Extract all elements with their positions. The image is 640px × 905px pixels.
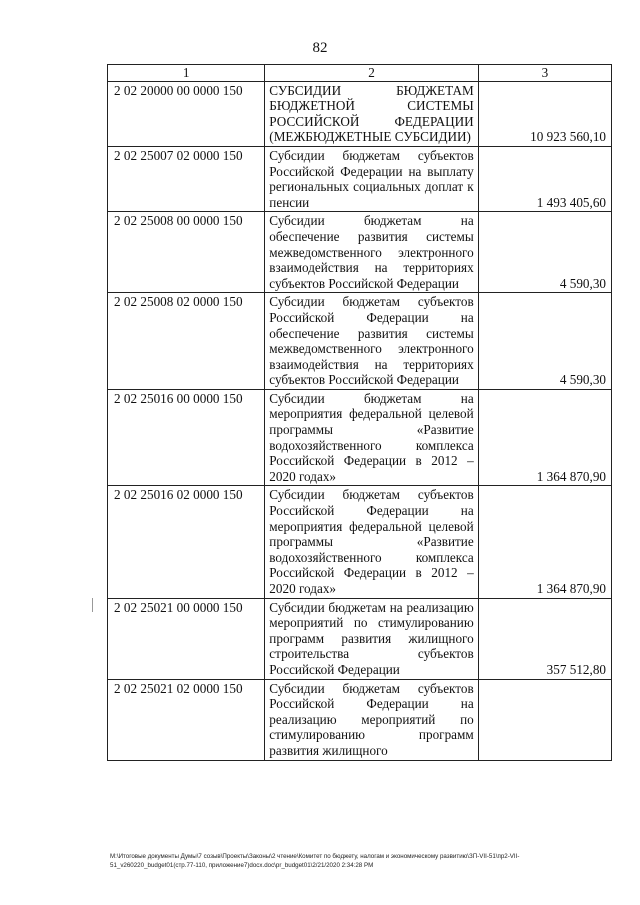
row-code: 2 02 25016 00 0000 150 <box>108 389 265 486</box>
column-header-3: 3 <box>478 65 611 82</box>
row-code: 2 02 25007 02 0000 150 <box>108 146 265 211</box>
margin-mark <box>92 598 93 612</box>
row-name: Субсидии бюджетам на реализацию мероприятий по стимулированию программ развития жилищного строительства субъектов Российской Федерации <box>265 598 478 679</box>
table-row <box>108 389 612 486</box>
row-amount: 357 512,80 <box>478 598 611 679</box>
table-row <box>108 598 612 679</box>
row-code: 2 02 25008 02 0000 150 <box>108 293 265 390</box>
row-code: 2 02 25021 02 0000 150 <box>108 679 265 760</box>
column-header-2: 2 <box>265 65 478 82</box>
row-amount: 4 590,30 <box>478 212 611 293</box>
row-name: Субсидии бюджетам на обеспечение развития системы межведомственного электронного взаимодействия на территориях субъектов Российской Федерации <box>265 212 478 293</box>
table-row <box>108 679 612 760</box>
column-header-1: 1 <box>108 65 265 82</box>
row-amount: 4 590,30 <box>478 293 611 390</box>
row-amount: 10 923 560,10 <box>478 81 611 146</box>
row-code: 2 02 20000 00 0000 150 <box>108 81 265 146</box>
row-code: 2 02 25021 00 0000 150 <box>108 598 265 679</box>
row-name: Субсидии бюджетам субъектов Российской Федерации на реализацию мероприятий по стимулированию программ развития жилищного <box>265 679 478 760</box>
row-name: Субсидии бюджетам субъектов Российской Федерации на обеспечение развития системы межведомственного электронного взаимодействия на территориях субъектов Российской Федерации <box>265 293 478 390</box>
row-amount <box>478 679 611 760</box>
budget-table <box>107 64 612 761</box>
footer-path-line-1: M:\Итоговые документы Думы\7 созыв\Проекты\Законы\2 чтение\Комитет по бюджету, налогам и экономическому развитию\ЗП-VII-51\пр2-VII- <box>110 853 520 860</box>
row-name: Субсидии бюджетам субъектов Российской Федерации на мероприятия федеральной целевой программы «Развитие водохозяйственного комплекса Российской Федерации в 2012 – 2020 годах» <box>265 486 478 598</box>
row-name: Субсидии бюджетам на мероприятия федеральной целевой программы «Развитие водохозяйственного комплекса Российской Федерации в 2012 – 2020 годах» <box>265 389 478 486</box>
row-code: 2 02 25008 00 0000 150 <box>108 212 265 293</box>
table-row <box>108 212 612 293</box>
page-number: 82 <box>312 40 328 56</box>
row-name: Субсидии бюджетам субъектов Российской Федерации на выплату региональных социальных доплат к пенсии <box>265 146 478 211</box>
table-row <box>108 81 612 146</box>
row-code: 2 02 25016 02 0000 150 <box>108 486 265 598</box>
table-row <box>108 146 612 211</box>
document-footer <box>110 853 620 870</box>
footer-path-line-2: 51_v260220_budget01(стр.77-110, приложение7)docx.doc\pr_budget01\2/21/2020 2:34:28 PM <box>110 861 374 869</box>
table-header-row <box>108 65 612 82</box>
row-amount: 1 364 870,90 <box>478 389 611 486</box>
table-row <box>108 486 612 598</box>
row-amount: 1 364 870,90 <box>478 486 611 598</box>
table-row <box>108 293 612 390</box>
row-name: СУБСИДИИ БЮДЖЕТАМ БЮДЖЕТНОЙ СИСТЕМЫ РОССИЙСКОЙ ФЕДЕРАЦИИ (МЕЖБЮДЖЕТНЫЕ СУБСИДИИ) <box>265 81 478 146</box>
row-amount: 1 493 405,60 <box>478 146 611 211</box>
